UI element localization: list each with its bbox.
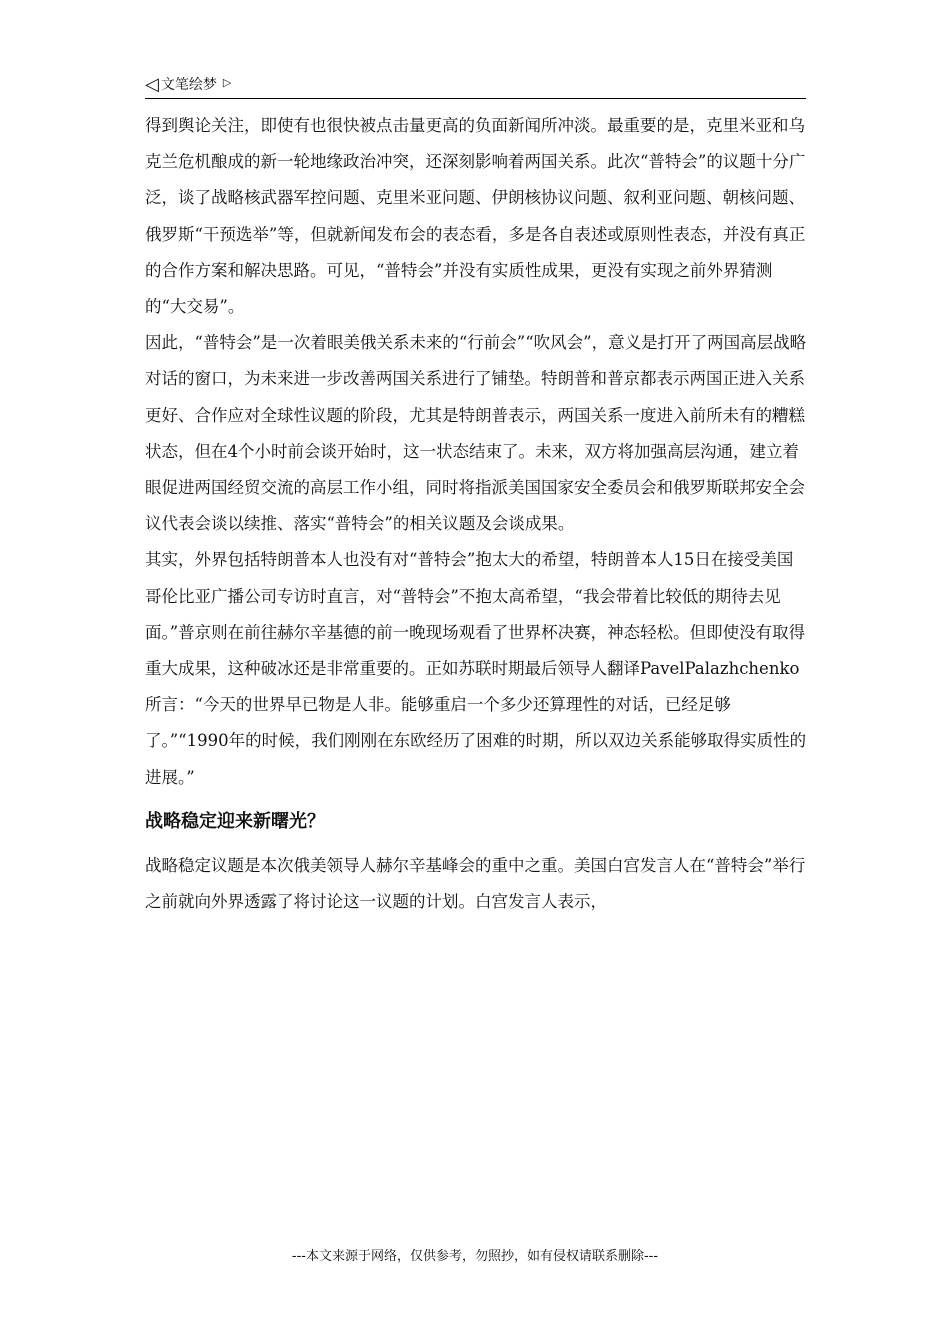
paragraph-1: 得到舆论关注，即使有也很快被点击量更高的负面新闻所冲淡。最重要的是，克里米亚和乌克兰危机酿成的新一轮地缘政治冲突，还深刻影响着两国关系。此次“普特会”的议题十分广泛，谈了战略核武器军控问题、克里米亚问题、伊朗核协议问题、叙利亚问题、朝核问题、俄罗斯“干预选举”等，但就新闻发布会的表态看，多是各自表述或原则性表态，并没有真正的合作方案和解决思路。可见，“普特会”并没有实质性成果，更没有实现之前外界猜测的“大交易”。 <box>145 116 806 317</box>
page-footer: ---本文来源于网络，仅供参考，勿照抄，如有侵权请联系删除--- <box>291 1249 659 1264</box>
header-title: 文笔绘梦 <box>160 77 217 93</box>
section-paragraph: 战略稳定议题是本次俄美领导人赫尔辛基峰会的重中之重。美国白宫发言人在“普特会”举行之前就向外界透露了将讨论这一议题的计划。白宫发言人表示， <box>145 855 806 912</box>
document-body <box>145 108 807 920</box>
paragraph-3: 其实，外界包括特朗普本人也没有对“普特会”抱太大的希望，特朗普本人15日在接受美国哥伦比亚广播公司专访时直言，对“普特会”不抱太高希望，“我会带着比较低的期待去见面。”普京则在前往赫尔辛基德的前一晚现场观看了世界杯决赛，神态轻松。但即使没有取得重大成果，这种破冰还是非常重要的。正如苏联时期最后领导人翻译PavelPalazhchenko所言：“今天的世界早已物是人非。能够重启一个多少还算理性的对话，已经足够了。”“1990年的时候，我们刚刚在东欧经历了困难的时期，所以双边关系能够取得实质性的进展。” <box>145 550 807 787</box>
page-header <box>145 74 806 99</box>
triangle-right-icon: ▷ <box>222 76 232 89</box>
section-heading: 战略稳定迎来新曙光？ <box>145 810 325 832</box>
paragraph-2: 因此，“普特会”是一次着眼美俄关系未来的“行前会”“吹风会”，意义是打开了两国高层战略对话的窗口，为未来进一步改善两国关系进行了铺垫。特朗普和普京都表示两国正进入关系更好、合作应对全球性议题的阶段，尤其是特朗普表示，两国关系一度进入前所未有的糟糕状态，但在4个小时前会谈开始时，这一状态结束了。未来，双方将加强高层沟通，建立着眼促进两国经贸交流的高层工作小组，同时将指派美国国家安全委员会和俄罗斯联邦安全会议代表会谈以续推、落实“普特会”的相关议题及会谈成果。 <box>145 333 807 534</box>
triangle-left-icon: ◁ <box>145 74 159 95</box>
